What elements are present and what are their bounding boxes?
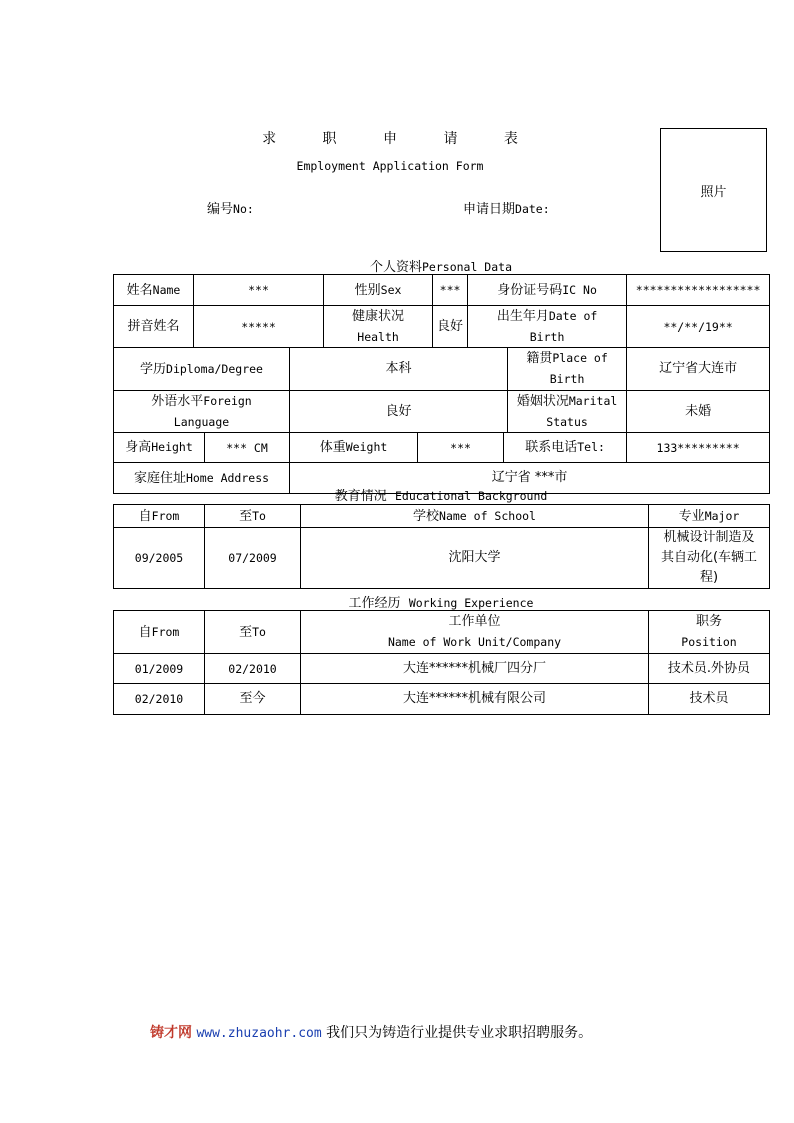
section-work	[113, 592, 769, 611]
section-education	[113, 485, 769, 504]
tel-label: 联系电话Tel:	[504, 433, 627, 463]
health-label: 健康状况 Health	[324, 306, 433, 348]
date-field	[463, 198, 550, 217]
date-label-cn: 申请日期	[463, 202, 516, 217]
diploma-value: 本科	[290, 348, 508, 391]
edu-school-header: 学校Name of School	[301, 505, 649, 528]
edu-major-header: 专业Major	[649, 505, 770, 528]
page-title: 求 职 申 请 表	[262, 131, 539, 147]
table-row	[114, 528, 770, 589]
date-label-en: Date:	[515, 202, 550, 216]
work-to: 至今	[205, 684, 301, 715]
photo-label: 照片	[700, 185, 727, 200]
birthplace-value: 辽宁省大连市	[627, 348, 770, 391]
tel-value: 133*********	[627, 433, 770, 463]
section-education-en: Educational Background	[394, 489, 548, 503]
edu-to-header: 至To	[205, 505, 301, 528]
language-value: 良好	[290, 391, 508, 433]
table-row	[114, 684, 770, 715]
education-table	[113, 504, 770, 589]
work-position-header: 职务 Position	[649, 611, 770, 654]
height-value: *** CM	[205, 433, 290, 463]
page-subtitle: Employment Application Form	[296, 159, 484, 173]
number-label-en: No:	[233, 202, 254, 216]
work-table	[113, 610, 770, 715]
weight-label: 体重Weight	[290, 433, 418, 463]
ic-value: ******************	[627, 275, 770, 306]
marital-value: 未婚	[627, 391, 770, 433]
sex-value: ***	[433, 275, 468, 306]
footer	[150, 1022, 592, 1042]
edu-from: 09/2005	[114, 528, 205, 589]
birth-value: **/**/19**	[627, 306, 770, 348]
work-unit-header: 工作单位 Name of Work Unit/Company	[301, 611, 649, 654]
name-label: 姓名Name	[114, 275, 194, 306]
work-unit: 大连******机械厂四分厂	[301, 654, 649, 684]
edu-to: 07/2009	[205, 528, 301, 589]
weight-value: ***	[418, 433, 504, 463]
photo-box	[660, 128, 767, 252]
edu-from-header: 自From	[114, 505, 205, 528]
work-from: 02/2010	[114, 684, 205, 715]
work-to: 02/2010	[205, 654, 301, 684]
address-label: 家庭住址Home Address	[114, 463, 290, 494]
footer-slogan: 我们只为铸造行业提供专业求职招聘服务。	[326, 1025, 593, 1041]
number-label-cn: 编号	[207, 202, 234, 217]
section-personal-cn: 个人资料	[369, 260, 422, 275]
brand-name: 铸才网	[150, 1025, 192, 1041]
ic-label: 身份证号码IC No	[468, 275, 627, 306]
personal-table	[113, 274, 770, 494]
section-personal-data	[113, 256, 769, 275]
work-to-header: 至To	[205, 611, 301, 654]
height-label: 身高Height	[114, 433, 205, 463]
sex-label: 性别Sex	[324, 275, 433, 306]
section-personal-en: Personal Data	[422, 260, 513, 274]
section-work-en: Working Experience	[408, 596, 534, 610]
pinyin-label: 拼音姓名	[114, 306, 194, 348]
marital-label: 婚姻状况Marital Status	[508, 391, 627, 433]
work-from: 01/2009	[114, 654, 205, 684]
edu-major: 机械设计制造及 其自动化(车辆工 程)	[649, 528, 770, 589]
language-label: 外语水平Foreign Language	[114, 391, 290, 433]
work-position: 技术员	[649, 684, 770, 715]
birth-label: 出生年月Date of Birth	[468, 306, 627, 348]
table-row	[114, 654, 770, 684]
site-link[interactable]: www.zhuzaohr.com	[196, 1026, 322, 1041]
section-work-cn: 工作经历	[348, 596, 401, 611]
work-unit: 大连******机械有限公司	[301, 684, 649, 715]
number-field	[207, 198, 254, 217]
address-value: 辽宁省 ***市	[290, 463, 770, 494]
work-from-header: 自From	[114, 611, 205, 654]
work-position: 技术员.外协员	[649, 654, 770, 684]
name-value: ***	[194, 275, 324, 306]
diploma-label: 学历Diploma/Degree	[114, 348, 290, 391]
pinyin-value: *****	[194, 306, 324, 348]
section-education-cn: 教育情况	[334, 489, 387, 504]
birthplace-label: 籍贯Place of Birth	[508, 348, 627, 391]
health-value: 良好	[433, 306, 468, 348]
edu-school: 沈阳大学	[301, 528, 649, 589]
